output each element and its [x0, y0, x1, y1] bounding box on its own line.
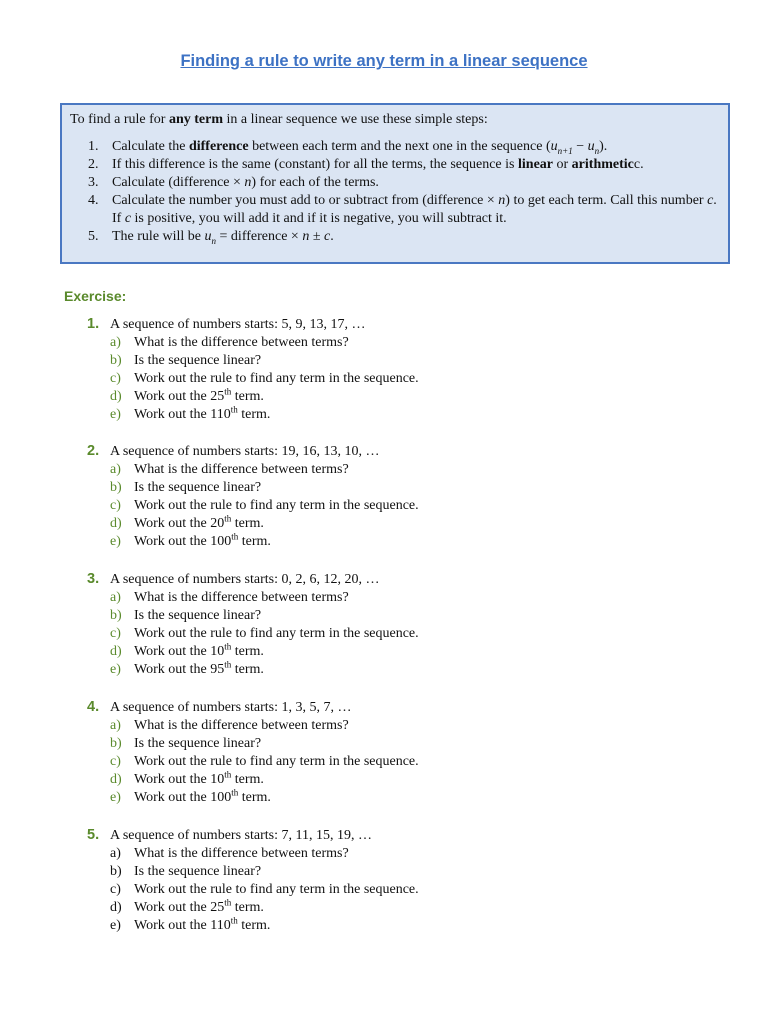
- question-text: A sequence of numbers starts: 7, 11, 15, 19, …: [110, 828, 372, 843]
- question-part: b) Is the sequence linear?: [110, 864, 262, 879]
- question-4: [0, 699, 768, 807]
- question-2: [0, 443, 768, 551]
- question-part: e) Work out the 95th term.: [110, 659, 264, 677]
- question-part: c) Work out the rule to find any term in the sequence.: [110, 754, 419, 769]
- question-part: d) Work out the 25th term.: [110, 386, 264, 404]
- question-part: b) Is the sequence linear?: [110, 736, 262, 751]
- question-number: 4.: [87, 699, 100, 715]
- question-number: 2.: [87, 443, 100, 459]
- question-part: e) Work out the 100th term.: [110, 531, 271, 549]
- intro-text: To find a rule for any term in a linear sequence we use these simple steps:: [70, 112, 488, 127]
- question-number: 3.: [87, 571, 100, 587]
- question-part: a) What is the difference between terms?: [110, 846, 349, 861]
- question-part: d) Work out the 10th term.: [110, 769, 264, 787]
- question-part: b) Is the sequence linear?: [110, 608, 262, 623]
- question-5: [0, 827, 768, 935]
- question-part: d) Work out the 10th term.: [110, 641, 264, 659]
- question-part: a) What is the difference between terms?: [110, 718, 349, 733]
- question-text: A sequence of numbers starts: 0, 2, 6, 12, 20, …: [110, 572, 380, 587]
- question-1: [0, 316, 768, 424]
- steps-list: [70, 138, 718, 246]
- question-part: c) Work out the rule to find any term in the sequence.: [110, 498, 419, 513]
- exercise-heading: Exercise:: [64, 288, 127, 304]
- step-2: 2. If this difference is the same (constant) for all the terms, the sequence is linear or arithmeticc.: [88, 157, 644, 172]
- question-number: 1.: [87, 316, 100, 332]
- question-part: c) Work out the rule to find any term in the sequence.: [110, 626, 419, 641]
- question-text: A sequence of numbers starts: 1, 3, 5, 7, …: [110, 700, 352, 715]
- step-4: 4. Calculate the number you must add to or subtract from (difference × n) to get each term. Call this number c. If c is positive, you will add it and if it is negative, you will subtract it.: [88, 193, 717, 226]
- question-part: b) Is the sequence linear?: [110, 480, 262, 495]
- question-part: b) Is the sequence linear?: [110, 353, 262, 368]
- question-part: c) Work out the rule to find any term in the sequence.: [110, 882, 419, 897]
- question-part: c) Work out the rule to find any term in the sequence.: [110, 371, 419, 386]
- question-number: 5.: [87, 827, 100, 843]
- question-part: a) What is the difference between terms?: [110, 462, 349, 477]
- question-part: e) Work out the 110th term.: [110, 404, 271, 422]
- instructions-box: [60, 103, 730, 264]
- step-1: 1. Calculate the difference between each term and the next one in the sequence $(u_{n+1} - u_n)$.: [88, 139, 608, 156]
- page-title: Finding a rule to write any term in a linear sequence: [180, 52, 588, 70]
- question-part: d) Work out the 20th term.: [110, 513, 264, 531]
- question-part: e) Work out the 110th term.: [110, 915, 271, 933]
- question-text: A sequence of numbers starts: 19, 16, 13, 10, …: [110, 444, 380, 459]
- step-3: 3. Calculate (difference × n) for each of the terms.: [88, 175, 379, 190]
- question-text: A sequence of numbers starts: 5, 9, 13, 17, …: [110, 317, 366, 332]
- question-part: d) Work out the 25th term.: [110, 897, 264, 915]
- question-part: a) What is the difference between terms?: [110, 590, 349, 605]
- question-part: e) Work out the 100th term.: [110, 787, 271, 805]
- question-3: [0, 571, 768, 679]
- step-5: 5. The rule will be $u_n$ = difference × n ± c.: [88, 229, 334, 246]
- question-part: a) What is the difference between terms?: [110, 335, 349, 350]
